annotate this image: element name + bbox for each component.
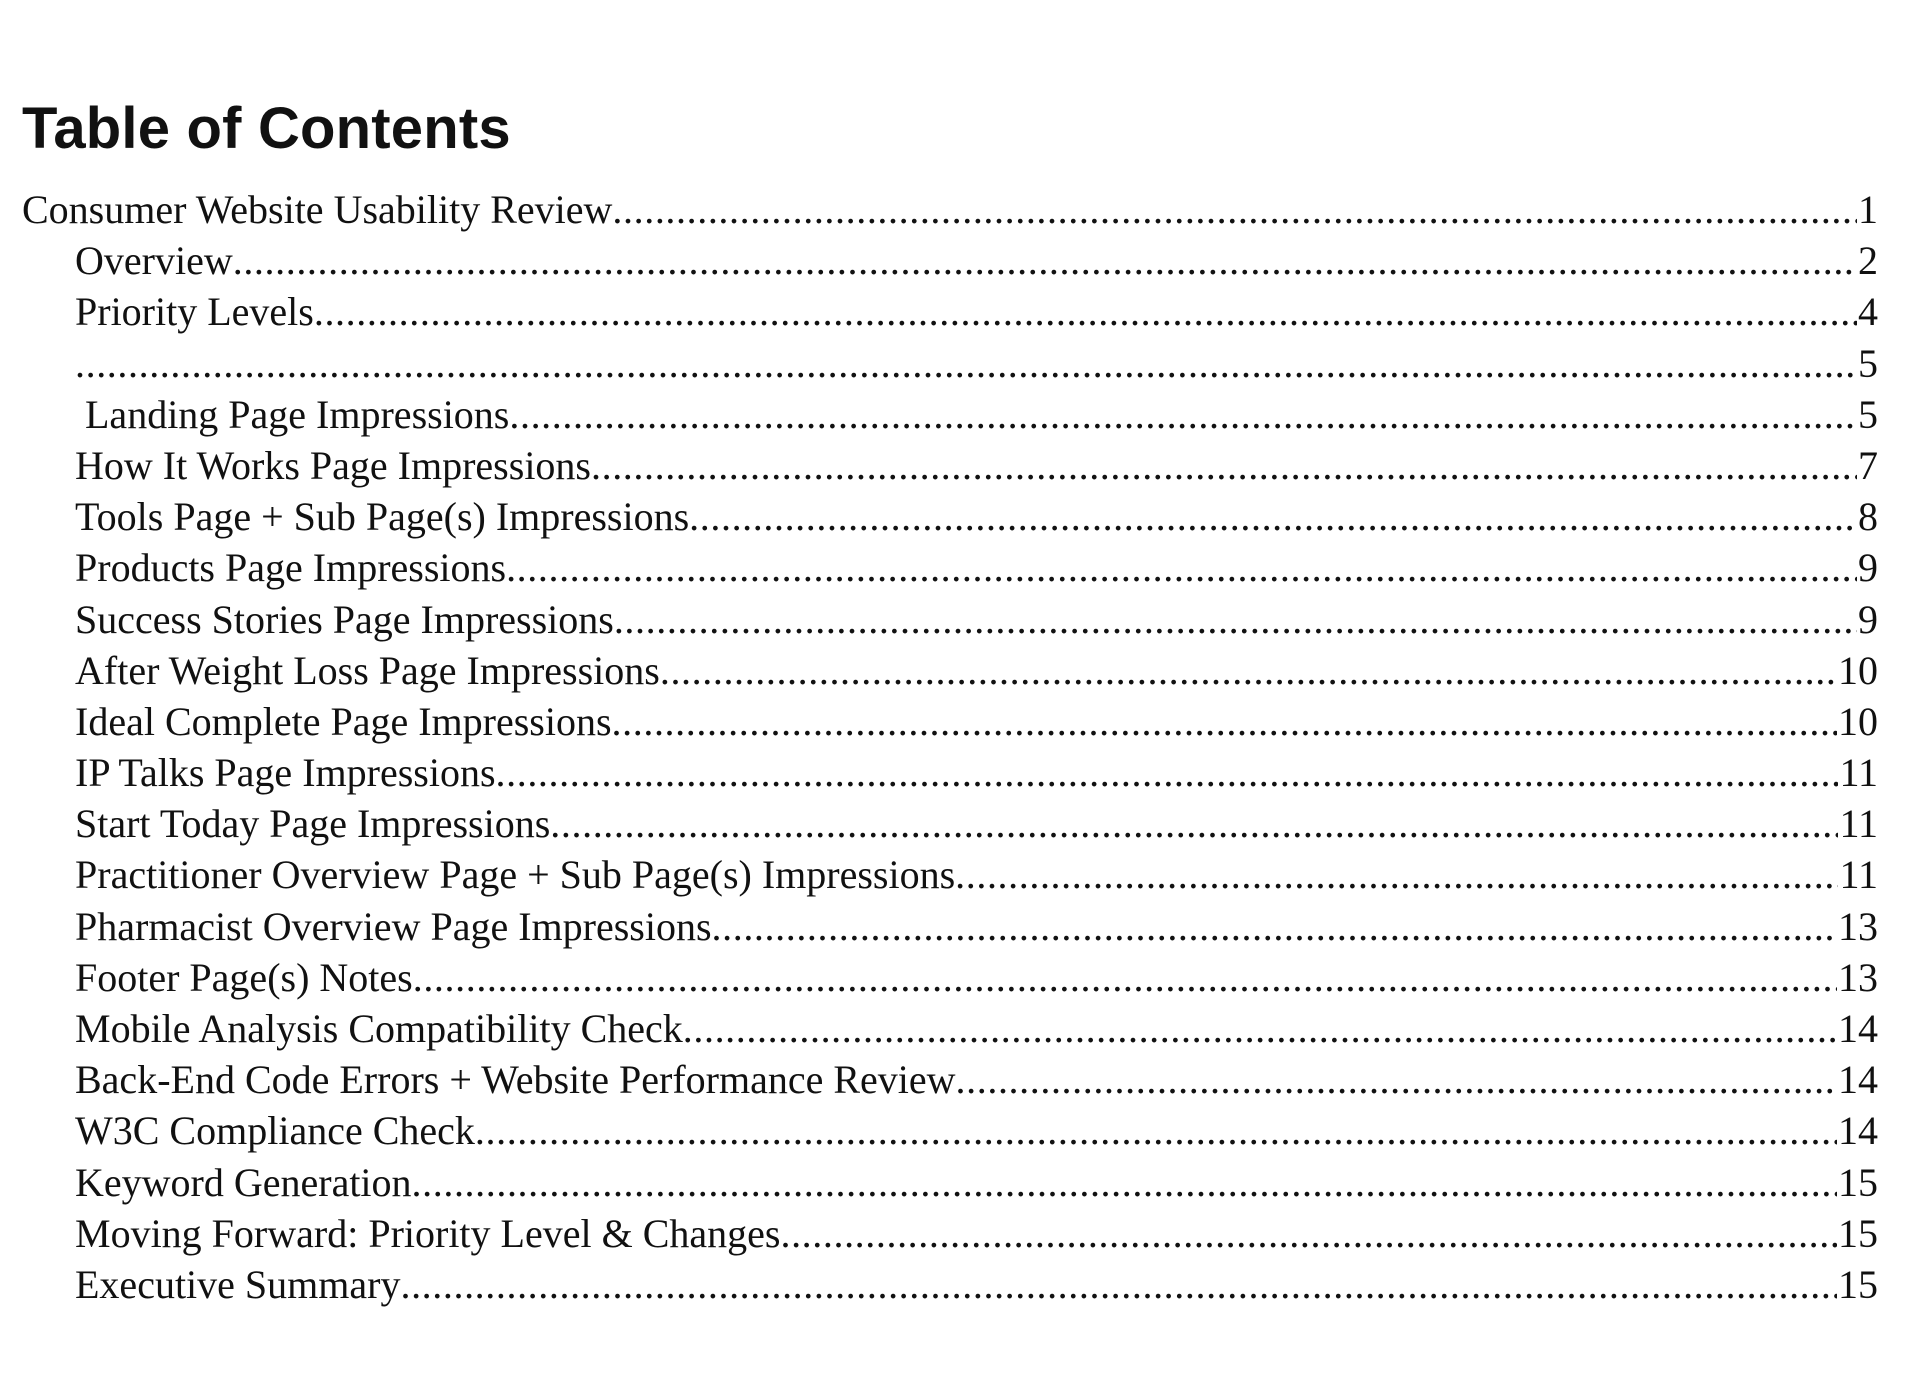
toc-entry-text: Ideal Complete Page Impressions xyxy=(75,698,612,744)
toc-leader xyxy=(75,542,1878,593)
toc-entry-page: 7 xyxy=(1857,440,1878,491)
toc-leader xyxy=(75,235,1878,286)
toc-list xyxy=(22,184,1878,1310)
toc-entry[interactable] xyxy=(22,1054,1878,1105)
toc-entry[interactable] xyxy=(22,1259,1878,1310)
toc-entry-page: 1 xyxy=(1857,184,1878,235)
toc-entry-page: 5 xyxy=(1857,338,1878,389)
toc-entry-page: 11 xyxy=(1838,849,1878,900)
toc-leader xyxy=(75,747,1878,798)
toc-entry-text: Pharmacist Overview Page Impressions xyxy=(75,903,712,949)
toc-entry[interactable] xyxy=(22,542,1878,593)
toc-entry-page: 9 xyxy=(1857,542,1878,593)
toc-entry-page: 14 xyxy=(1837,1054,1878,1105)
toc-leader xyxy=(75,440,1878,491)
toc-entry-text: Mobile Analysis Compatibility Check xyxy=(75,1006,683,1051)
toc-entry[interactable] xyxy=(22,901,1878,952)
toc-entry[interactable] xyxy=(22,696,1878,747)
toc-leader xyxy=(75,1003,1878,1054)
toc-entry-page: 11 xyxy=(1838,747,1878,798)
toc-entry-text: Landing Page Impressions xyxy=(85,391,510,437)
toc-entry-page: 15 xyxy=(1837,1157,1878,1208)
toc-entry[interactable] xyxy=(22,849,1878,900)
toc-entry-text: Start Today Page Impressions xyxy=(75,801,551,847)
toc-entry[interactable] xyxy=(22,1208,1878,1259)
toc-entry-page: 5 xyxy=(1857,389,1878,440)
toc-entry-text: Executive Summary xyxy=(75,1261,401,1307)
toc-entry-page: 2 xyxy=(1857,235,1878,286)
toc-leader xyxy=(75,338,1878,389)
toc-entry-text: IP Talks Page Impressions xyxy=(75,750,496,796)
toc-entry-text: How It Works Page Impressions xyxy=(75,442,591,488)
toc-entry-text: Keyword Generation xyxy=(75,1159,412,1205)
toc-entry-page: 10 xyxy=(1837,645,1878,696)
toc-entry[interactable] xyxy=(22,1003,1878,1054)
toc-entry[interactable] xyxy=(22,1105,1878,1156)
toc-entry-text: Back-End Code Errors + Website Performance Review xyxy=(75,1057,956,1103)
toc-entry-page: 14 xyxy=(1837,1003,1878,1054)
toc-entry[interactable] xyxy=(22,1157,1878,1208)
toc-leader xyxy=(75,798,1878,849)
toc-leader xyxy=(75,901,1878,952)
toc-leader xyxy=(75,1157,1878,1208)
toc-entry[interactable] xyxy=(22,184,1878,235)
toc-entry[interactable] xyxy=(22,286,1878,337)
toc-entry-text: Priority Levels xyxy=(75,289,314,335)
toc-entry-text: Success Stories Page Impressions xyxy=(75,596,614,642)
toc-entry-page: 11 xyxy=(1838,798,1878,849)
toc-leader xyxy=(75,952,1878,1003)
toc-leader xyxy=(75,1208,1878,1259)
toc-entry-page: 8 xyxy=(1857,491,1878,542)
toc-leader xyxy=(75,1054,1878,1105)
toc-entry-page: 14 xyxy=(1837,1105,1878,1156)
toc-entry-page: 13 xyxy=(1837,952,1878,1003)
toc-entry-text: After Weight Loss Page Impressions xyxy=(75,647,660,693)
toc-entry-page: 9 xyxy=(1857,594,1878,645)
toc-entry-text: W3C Compliance Check xyxy=(75,1108,475,1154)
toc-leader xyxy=(22,184,1878,235)
toc-entry-text: Footer Page(s) Notes xyxy=(75,954,413,1000)
toc-entry-page: 15 xyxy=(1837,1208,1878,1259)
toc-entry-page: 15 xyxy=(1837,1259,1878,1310)
toc-entry-page: 10 xyxy=(1837,696,1878,747)
toc-leader xyxy=(75,849,1878,900)
toc-entry-page: 13 xyxy=(1837,901,1878,952)
toc-entry[interactable] xyxy=(22,440,1878,491)
toc-entry[interactable] xyxy=(22,798,1878,849)
toc-leader xyxy=(85,389,1878,440)
toc-entry[interactable] xyxy=(22,389,1878,440)
toc-entry-text: Overview xyxy=(75,238,233,284)
toc-leader xyxy=(75,491,1878,542)
toc-entry[interactable] xyxy=(22,645,1878,696)
toc-leader xyxy=(75,696,1878,747)
toc-entry[interactable] xyxy=(22,747,1878,798)
toc-entry[interactable] xyxy=(22,594,1878,645)
toc-entry-text: Products Page Impressions xyxy=(75,545,507,591)
toc-leader xyxy=(75,594,1878,645)
toc-entry-text: Practitioner Overview Page + Sub Page(s) Impressions xyxy=(75,852,956,898)
toc-entry[interactable] xyxy=(22,491,1878,542)
toc-entry-text: Moving Forward: Priority Level & Changes xyxy=(75,1210,781,1256)
toc-leader xyxy=(75,286,1878,337)
toc-leader xyxy=(75,1105,1878,1156)
toc-entry-text: Tools Page + Sub Page(s) Impressions xyxy=(75,494,690,540)
toc-entry[interactable] xyxy=(22,338,1878,389)
toc-entry[interactable] xyxy=(22,235,1878,286)
toc-leader xyxy=(75,1259,1878,1310)
toc-entry-text: Consumer Website Usability Review xyxy=(22,187,613,232)
toc-leader xyxy=(75,645,1878,696)
toc-title: Table of Contents xyxy=(22,96,511,161)
toc-entry-page: 4 xyxy=(1857,286,1878,337)
toc-entry[interactable] xyxy=(22,952,1878,1003)
